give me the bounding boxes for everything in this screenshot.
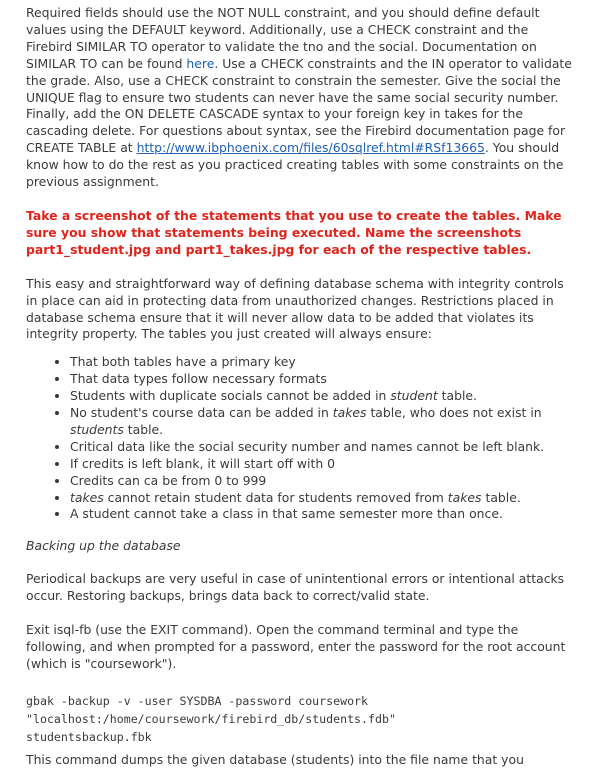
firebird-docs-link[interactable]: http://www.ibphoenix.com/files/60sqlref.html#RSf13665 [136, 140, 485, 156]
cutoff-line: This command dumps the given database (students) into the file name that you [26, 752, 524, 767]
list-item: • That both tables have a primary key [70, 354, 578, 371]
screenshot-instruction: Take a screenshot of the statements that you use to create the tables. Make sure you show that statements being executed. Name the screenshots part1_student.jpg and part1_takes.jpg for each of the respective tables. [26, 207, 562, 257]
backup-heading: Backing up the database [26, 538, 181, 554]
list-item: • takes cannot retain student data for students removed from takes table. [70, 490, 578, 507]
intro-paragraph [26, 5, 578, 191]
list-item: • Credits can ca be from 0 to 999 [70, 473, 578, 490]
schema-paragraph: This easy and straightforward way of defining database schema with integrity controls in place can aid in protecting data from unauthorized changes. Restrictions placed in database schema ensure that it will never allow data to be added that violates its integrity property. The tables you just created will always ensure: [26, 275, 564, 342]
list-item: • Students with duplicate socials cannot be added in student table. [70, 388, 578, 405]
similar-to-docs-link[interactable]: here [186, 55, 215, 71]
list-item: • Critical data like the social security number and names cannot be left blank. [70, 439, 578, 456]
list-item: • No student's course data can be added in takes table, who does not exist in students table. [70, 405, 578, 439]
intro-text-1: Required fields should use the NOT NULL constraint, and you should define default values using the DEFAULT keyword. Additionally, use a CHECK constraint and the Firebird SIMILAR TO operator to validate the tno and the social. Documentation on SIMILAR TO can be found [26, 5, 540, 71]
list-item: • If credits is left blank, it will start off with 0 [70, 456, 578, 473]
intro-text-3: . You should know how to do the rest as you practiced creating tables with some constraints on the previous assignment. [26, 140, 564, 190]
backup-paragraph: Periodical backups are very useful in case of unintentional errors or intentional attacks occur. Restoring backups, brings data back to correct/valid state. [26, 571, 565, 604]
list-item: • A student cannot take a class in that same semester more than once. [70, 506, 578, 523]
gbak-command: gbak -backup -v -user SYSDBA -password coursework "localhost:/home/coursework/firebird_db/students.fdb" studentsbackup.fbk [26, 693, 396, 744]
exit-paragraph: Exit isql-fb (use the EXIT command). Open the command terminal and type the following, and when prompted for a password, enter the password for the root account (which is "coursework"). [26, 622, 566, 671]
list-item: • That data types follow necessary formats [70, 371, 578, 388]
document-body [26, 5, 578, 746]
intro-text-2: . Use a CHECK constraints and the IN operator to validate the grade. Also, use a CHECK constraint to constrain the semester. Give the social the UNIQUE flag to ensure two students can never have the same social security number. Finally, add the ON DELETE CASCADE syntax to your foreign key in takes for the cascading delete. For questions about syntax, see the Firebird documentation page for CREATE TABLE at [26, 55, 572, 156]
integrity-list [26, 354, 578, 523]
